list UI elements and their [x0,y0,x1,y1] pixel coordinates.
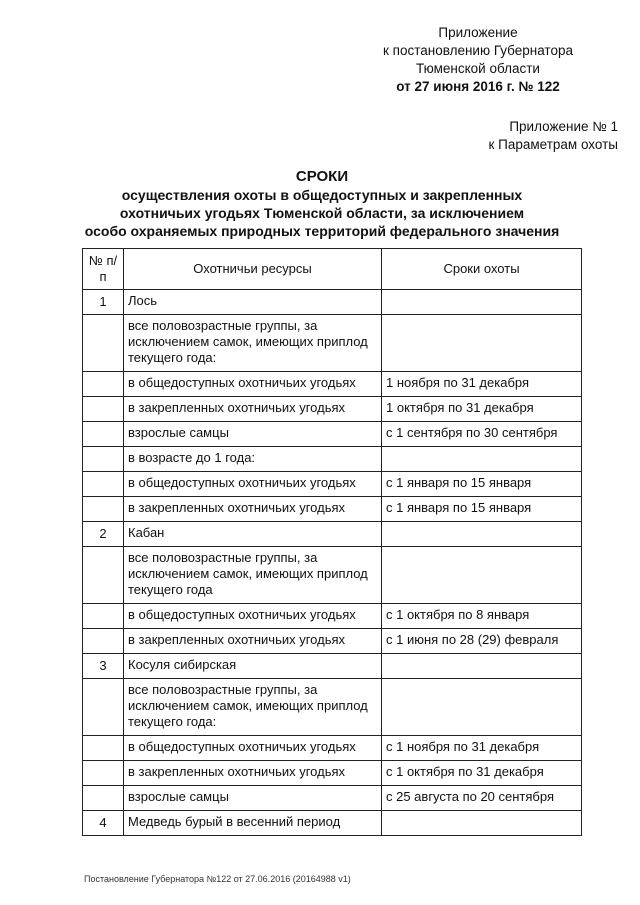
period-cell: с 1 ноября по 31 декабря [382,736,582,761]
period-cell: с 25 августа по 20 сентября [382,786,582,811]
header-resources: Охотничьи ресурсы [124,249,382,290]
appendix1-line: Приложение № 1 [509,119,618,134]
table-row [83,679,582,736]
resource-cell: в общедоступных охотничьих угодьях [124,604,382,629]
table-row [83,422,582,447]
row-number [83,472,124,497]
period-cell [382,522,582,547]
row-number: 2 [83,522,124,547]
appendix1-header [454,118,618,154]
appendix-line: Приложение [438,25,518,40]
resource-cell: все половозрастные группы, за исключением самок, имеющих приплод текущего года: [124,679,382,736]
period-cell [382,290,582,315]
table-row [83,497,582,522]
table-body [83,290,582,836]
appendix-line: Тюменской области [416,61,540,76]
period-cell: с 1 октября по 31 декабря [382,761,582,786]
row-number [83,736,124,761]
period-cell [382,447,582,472]
table-row [83,811,582,836]
footer-note: Постановление Губернатора №122 от 27.06.2016 (20164988 v1) [84,874,351,884]
title-main: СРОКИ [295,168,349,185]
period-cell: с 1 января по 15 января [382,472,582,497]
resource-cell: Кабан [124,522,382,547]
resource-cell: в закрепленных охотничьих угодьях [124,397,382,422]
period-cell [382,654,582,679]
table-row [83,547,582,604]
table-row [83,372,582,397]
document-title [62,168,582,240]
row-number: 4 [83,811,124,836]
resource-cell: все половозрастные группы, за исключением самок, имеющих приплод текущего года [124,547,382,604]
resource-cell: взрослые самцы [124,786,382,811]
resource-cell: в закрепленных охотничьих угодьях [124,629,382,654]
appendix-date: от 27 июня 2016 г. № 122 [396,79,560,94]
period-cell: с 1 июня по 28 (29) февраля [382,629,582,654]
resource-cell: Косуля сибирская [124,654,382,679]
row-number: 1 [83,290,124,315]
resource-cell: взрослые самцы [124,422,382,447]
row-number [83,372,124,397]
hunting-periods-table [82,248,582,836]
title-line: осуществления охоты в общедоступных и закрепленных [121,187,523,203]
table-row [83,604,582,629]
title-line: охотничьих угодьях Тюменской области, за исключением [119,205,525,221]
resource-cell: Лось [124,290,382,315]
table-row [83,290,582,315]
period-cell [382,811,582,836]
resource-cell: в закрепленных охотничьих угодьях [124,761,382,786]
table-row [83,315,582,372]
resource-cell: в общедоступных охотничьих угодьях [124,372,382,397]
period-cell: 1 ноября по 31 декабря [382,372,582,397]
row-number [83,422,124,447]
period-cell: с 1 января по 15 января [382,497,582,522]
header-periods: Сроки охоты [382,249,582,290]
row-number [83,315,124,372]
appendix-line: к постановлению Губернатора [383,43,573,58]
appendix1-line: к Параметрам охоты [488,137,618,152]
table-row [83,654,582,679]
table-row [83,786,582,811]
resource-cell: в возрасте до 1 года: [124,447,382,472]
row-number [83,547,124,604]
table-row [83,447,582,472]
table-row [83,736,582,761]
row-number [83,629,124,654]
resource-cell: в закрепленных охотничьих угодьях [124,497,382,522]
header-number: № п/п [83,249,124,290]
period-cell [382,315,582,372]
resource-cell: Медведь бурый в весенний период [124,811,382,836]
table-row [83,522,582,547]
table-row [83,397,582,422]
row-number [83,604,124,629]
period-cell: с 1 октября по 8 января [382,604,582,629]
row-number [83,447,124,472]
row-number: 3 [83,654,124,679]
row-number [83,679,124,736]
period-cell: с 1 сентября по 30 сентября [382,422,582,447]
row-number [83,761,124,786]
table-row [83,629,582,654]
table-row [83,761,582,786]
resource-cell: в общедоступных охотничьих угодьях [124,472,382,497]
appendix-header [368,24,588,96]
row-number [83,786,124,811]
row-number [83,397,124,422]
table-row [83,472,582,497]
resource-cell: в общедоступных охотничьих угодьях [124,736,382,761]
period-cell: 1 октября по 31 декабря [382,397,582,422]
resource-cell: все половозрастные группы, за исключением самок, имеющих приплод текущего года: [124,315,382,372]
title-line: особо охраняемых природных территорий федерального значения [84,223,560,239]
row-number [83,497,124,522]
period-cell [382,679,582,736]
period-cell [382,547,582,604]
